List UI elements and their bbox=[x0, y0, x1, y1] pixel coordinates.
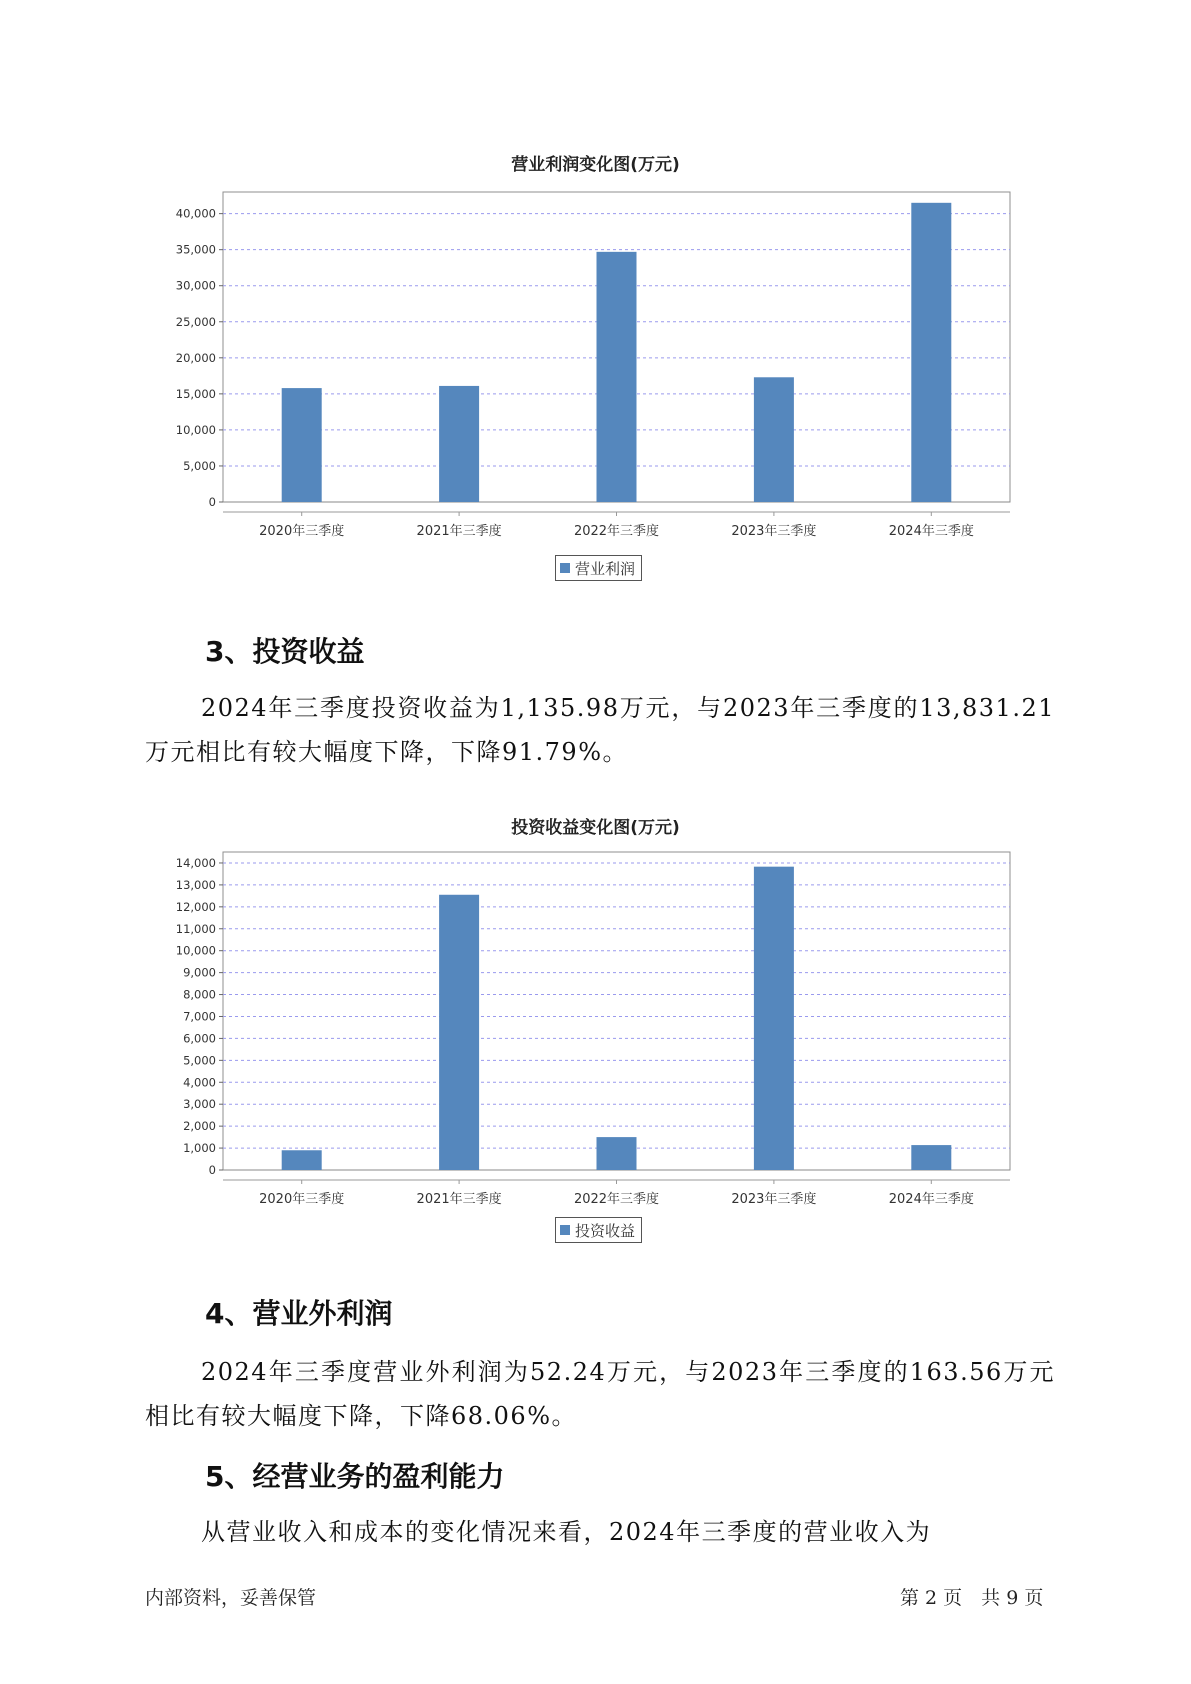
y-tick-label: 5,000 bbox=[183, 458, 216, 473]
y-tick-label: 10,000 bbox=[175, 943, 216, 958]
y-tick-label: 30,000 bbox=[175, 278, 216, 293]
heading-investment-income: 3、投资收益 bbox=[205, 635, 365, 668]
bar bbox=[754, 867, 794, 1170]
y-tick-label: 6,000 bbox=[183, 1031, 216, 1046]
legend-label: 投资收益 bbox=[575, 1221, 636, 1240]
y-tick-label: 4,000 bbox=[183, 1075, 216, 1090]
heading-non-operating-profit: 4、营业外利润 bbox=[205, 1297, 393, 1330]
operating-profit-chart bbox=[150, 180, 1030, 539]
bar bbox=[282, 388, 322, 502]
bar bbox=[754, 377, 794, 502]
bar bbox=[439, 895, 479, 1170]
heading-profitability: 5、经营业务的盈利能力 bbox=[205, 1460, 505, 1493]
bar bbox=[597, 252, 637, 502]
footer-confidential: 内部资料，妥善保管 bbox=[145, 1587, 317, 1609]
bar bbox=[439, 386, 479, 502]
y-tick-label: 0 bbox=[208, 495, 216, 509]
y-tick-label: 13,000 bbox=[175, 877, 216, 892]
y-tick-label: 3,000 bbox=[183, 1097, 216, 1112]
y-tick-label: 20,000 bbox=[175, 350, 216, 365]
y-tick-label: 8,000 bbox=[183, 987, 216, 1002]
x-tick-label: 2020年三季度 bbox=[259, 524, 345, 539]
footer-page-number: 第 2 页 共 9 页 bbox=[900, 1587, 1044, 1609]
x-tick-label: 2021年三季度 bbox=[416, 1192, 502, 1207]
legend-investment-income bbox=[555, 1217, 642, 1243]
bar bbox=[597, 1137, 637, 1170]
legend-label: 营业利润 bbox=[575, 559, 636, 578]
y-tick-label: 25,000 bbox=[175, 314, 216, 329]
x-tick-label: 2020年三季度 bbox=[259, 1192, 345, 1207]
plot-area bbox=[223, 852, 1010, 1170]
bar bbox=[911, 203, 951, 502]
legend-operating-profit bbox=[555, 555, 642, 581]
bar bbox=[282, 1150, 322, 1170]
paragraph-non-operating-profit: 2024年三季度营业外利润为52.24万元，与2023年三季度的163.56万元相比有较大幅度下降，下降68.06%。 bbox=[145, 1358, 1055, 1430]
y-tick-label: 9,000 bbox=[183, 965, 216, 980]
legend-swatch bbox=[560, 1225, 570, 1235]
y-tick-label: 0 bbox=[208, 1163, 216, 1177]
bar bbox=[911, 1145, 951, 1170]
y-tick-label: 15,000 bbox=[175, 386, 216, 401]
y-tick-label: 5,000 bbox=[183, 1053, 216, 1068]
x-tick-label: 2024年三季度 bbox=[888, 1192, 974, 1207]
y-tick-label: 2,000 bbox=[183, 1119, 216, 1134]
x-tick-label: 2024年三季度 bbox=[888, 524, 974, 539]
y-tick-label: 1,000 bbox=[183, 1141, 216, 1156]
legend-swatch bbox=[560, 563, 570, 573]
paragraph-investment-income: 2024年三季度投资收益为1,135.98万元，与2023年三季度的13,831.21万元相比有较大幅度下降，下降91.79%。 bbox=[145, 694, 1055, 766]
y-tick-label: 11,000 bbox=[175, 921, 216, 936]
x-tick-label: 2023年三季度 bbox=[731, 524, 817, 539]
y-tick-label: 35,000 bbox=[175, 242, 216, 257]
x-tick-label: 2023年三季度 bbox=[731, 1192, 817, 1207]
y-tick-label: 10,000 bbox=[175, 422, 216, 437]
y-tick-label: 7,000 bbox=[183, 1009, 216, 1024]
y-tick-label: 12,000 bbox=[175, 899, 216, 914]
paragraph-profitability: 从营业收入和成本的变化情况来看，2024年三季度的营业收入为 bbox=[201, 1518, 932, 1546]
investment-income-chart bbox=[150, 840, 1030, 1207]
x-tick-label: 2022年三季度 bbox=[573, 1192, 660, 1207]
chart-title-investment-income: 投资收益变化图(万元) bbox=[511, 818, 680, 838]
x-tick-label: 2021年三季度 bbox=[416, 524, 502, 539]
y-tick-label: 40,000 bbox=[175, 206, 216, 221]
chart-title-operating-profit: 营业利润变化图(万元) bbox=[511, 155, 680, 175]
y-tick-label: 14,000 bbox=[175, 855, 216, 870]
x-tick-label: 2022年三季度 bbox=[573, 524, 660, 539]
